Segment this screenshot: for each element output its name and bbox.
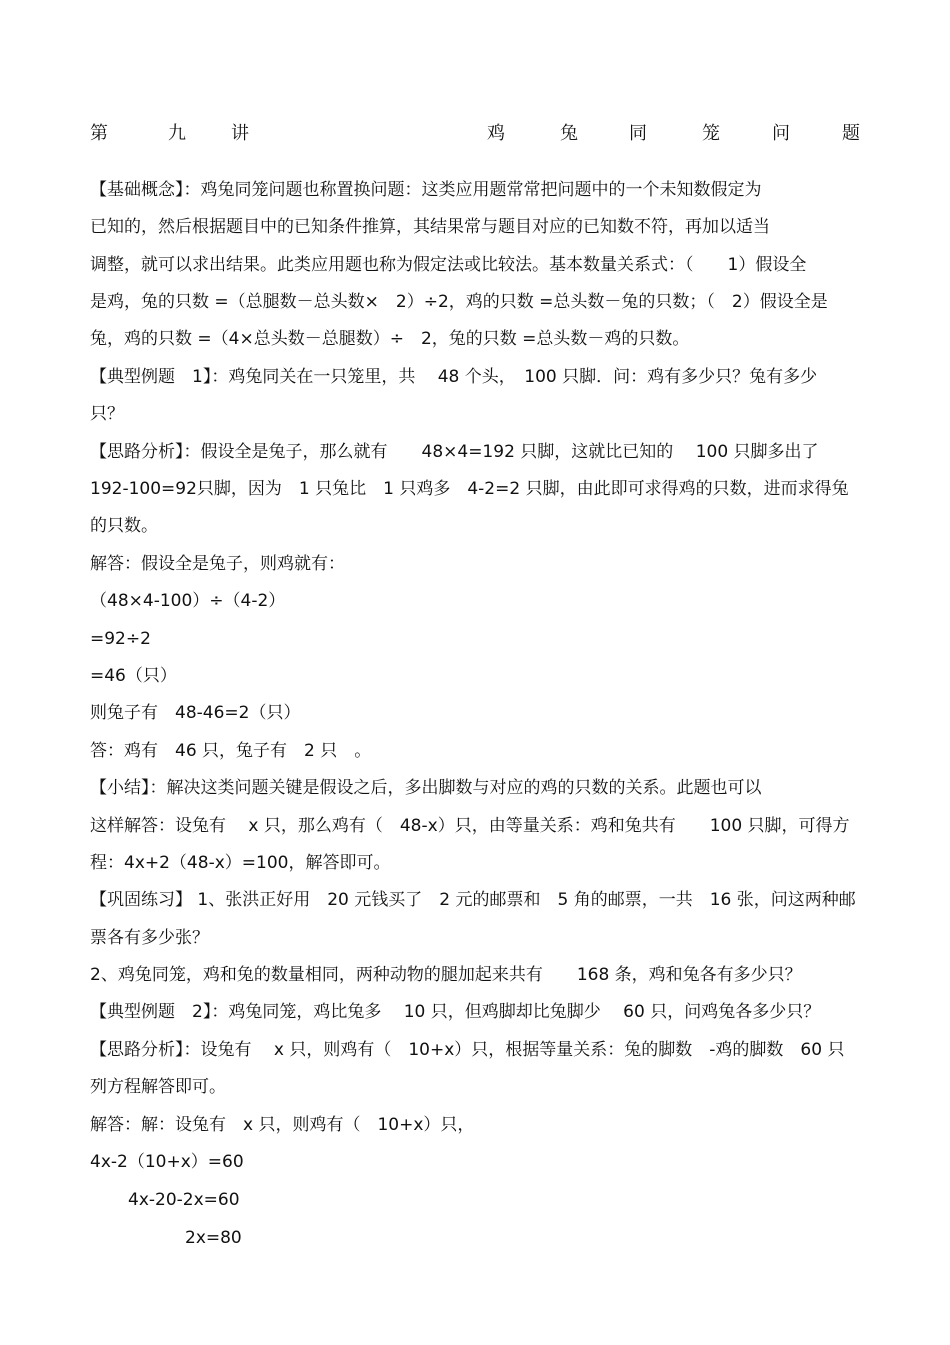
text-line: 【基础概念】：鸡兔同笼问题也称置换问题：这类应用题常常把问题中的一个未知数假定为 bbox=[90, 180, 762, 200]
text-line: 的只数。 bbox=[90, 516, 158, 536]
text-line: 【小结】：解决这类问题关键是假设之后，多出脚数与对应的鸡的只数的关系。此题也可以 bbox=[90, 778, 762, 798]
title-char: 笼 bbox=[702, 123, 720, 144]
text-line: 【典型例题 1】：鸡兔同关在一只笼里，共 48 个头， 100 只脚．问：鸡有多少只？兔有多少 bbox=[90, 367, 818, 387]
text-line: 答：鸡有 46 只，兔子有 2 只 。 bbox=[90, 741, 372, 761]
title-char: 兔 bbox=[560, 123, 578, 144]
text-line: =92÷2 bbox=[90, 629, 151, 649]
text-line: 解答：解：设兔有 x 只，则鸡有（ 10+x）只， bbox=[90, 1115, 475, 1135]
title-char: 同 bbox=[629, 123, 647, 144]
text-line: 兔，鸡的只数 =（4×总头数－总腿数）÷ 2，兔的只数 =总头数－鸡的只数。 bbox=[90, 329, 690, 349]
text-line: 程：4x+2（48-x）=100，解答即可。 bbox=[90, 853, 391, 873]
text-line: 已知的，然后根据题目中的已知条件推算，其结果常与题目对应的已知数不符，再加以适当 bbox=[90, 217, 770, 237]
text-line: （48×4-100）÷（4-2） bbox=[90, 591, 286, 611]
title-char: 题 bbox=[842, 123, 860, 144]
text-line: 只？ bbox=[90, 404, 124, 424]
title-row bbox=[90, 119, 860, 145]
text-line: =46（只） bbox=[90, 666, 177, 686]
text-line: 是鸡，兔的只数 =（总腿数－总头数× 2）÷2，鸡的只数 =总头数－兔的只数；（ 2）假设全是 bbox=[90, 292, 828, 312]
text-line: 列方程解答即可。 bbox=[90, 1077, 226, 1097]
text-line: 解答：假设全是兔子，则鸡就有： bbox=[90, 554, 345, 574]
text-line: 4x-20-2x=60 bbox=[128, 1190, 240, 1210]
text-line: 则兔子有 48-46=2（只） bbox=[90, 703, 301, 723]
title-char: 鸡 bbox=[487, 123, 505, 144]
text-line: 【巩固练习】 1、张洪正好用 20 元钱买了 2 元的邮票和 5 角的邮票，一共 16 张，问这两种邮 bbox=[90, 890, 856, 910]
title-char: 讲 bbox=[231, 123, 249, 144]
text-line: 调整，就可以求出结果。此类应用题也称为假定法或比较法。基本数量关系式：（ 1）假设全 bbox=[90, 255, 807, 275]
text-line: 2x=80 bbox=[185, 1228, 242, 1248]
text-line: 票各有多少张？ bbox=[90, 928, 209, 948]
title-char: 九 bbox=[168, 123, 186, 144]
text-line: 【思路分析】：假设全是兔子，那么就有 48×4=192 只脚，这就比已知的 100 只脚多出了 bbox=[90, 442, 819, 462]
title-char: 问 bbox=[772, 123, 790, 144]
text-line: 192-100=92只脚，因为 1 只兔比 1 只鸡多 4-2=2 只脚，由此即可求得鸡的只数，进而求得兔 bbox=[90, 479, 849, 499]
text-line: 【思路分析】：设兔有 x 只，则鸡有（ 10+x）只，根据等量关系：兔的脚数 -鸡的脚数 60 只 bbox=[90, 1040, 845, 1060]
text-line: 【典型例题 2】：鸡兔同笼，鸡比兔多 10 只，但鸡脚却比兔脚少 60 只，问鸡兔各多少只？ bbox=[90, 1002, 821, 1022]
text-line: 这样解答：设兔有 x 只，那么鸡有（ 48-x）只，由等量关系：鸡和兔共有 100 只脚，可得方 bbox=[90, 816, 850, 836]
text-line: 4x-2（10+x）=60 bbox=[90, 1152, 244, 1172]
title-char: 第 bbox=[90, 123, 108, 144]
text-line: 2、鸡兔同笼，鸡和兔的数量相同，两种动物的腿加起来共有 168 条，鸡和兔各有多少只？ bbox=[90, 965, 802, 985]
